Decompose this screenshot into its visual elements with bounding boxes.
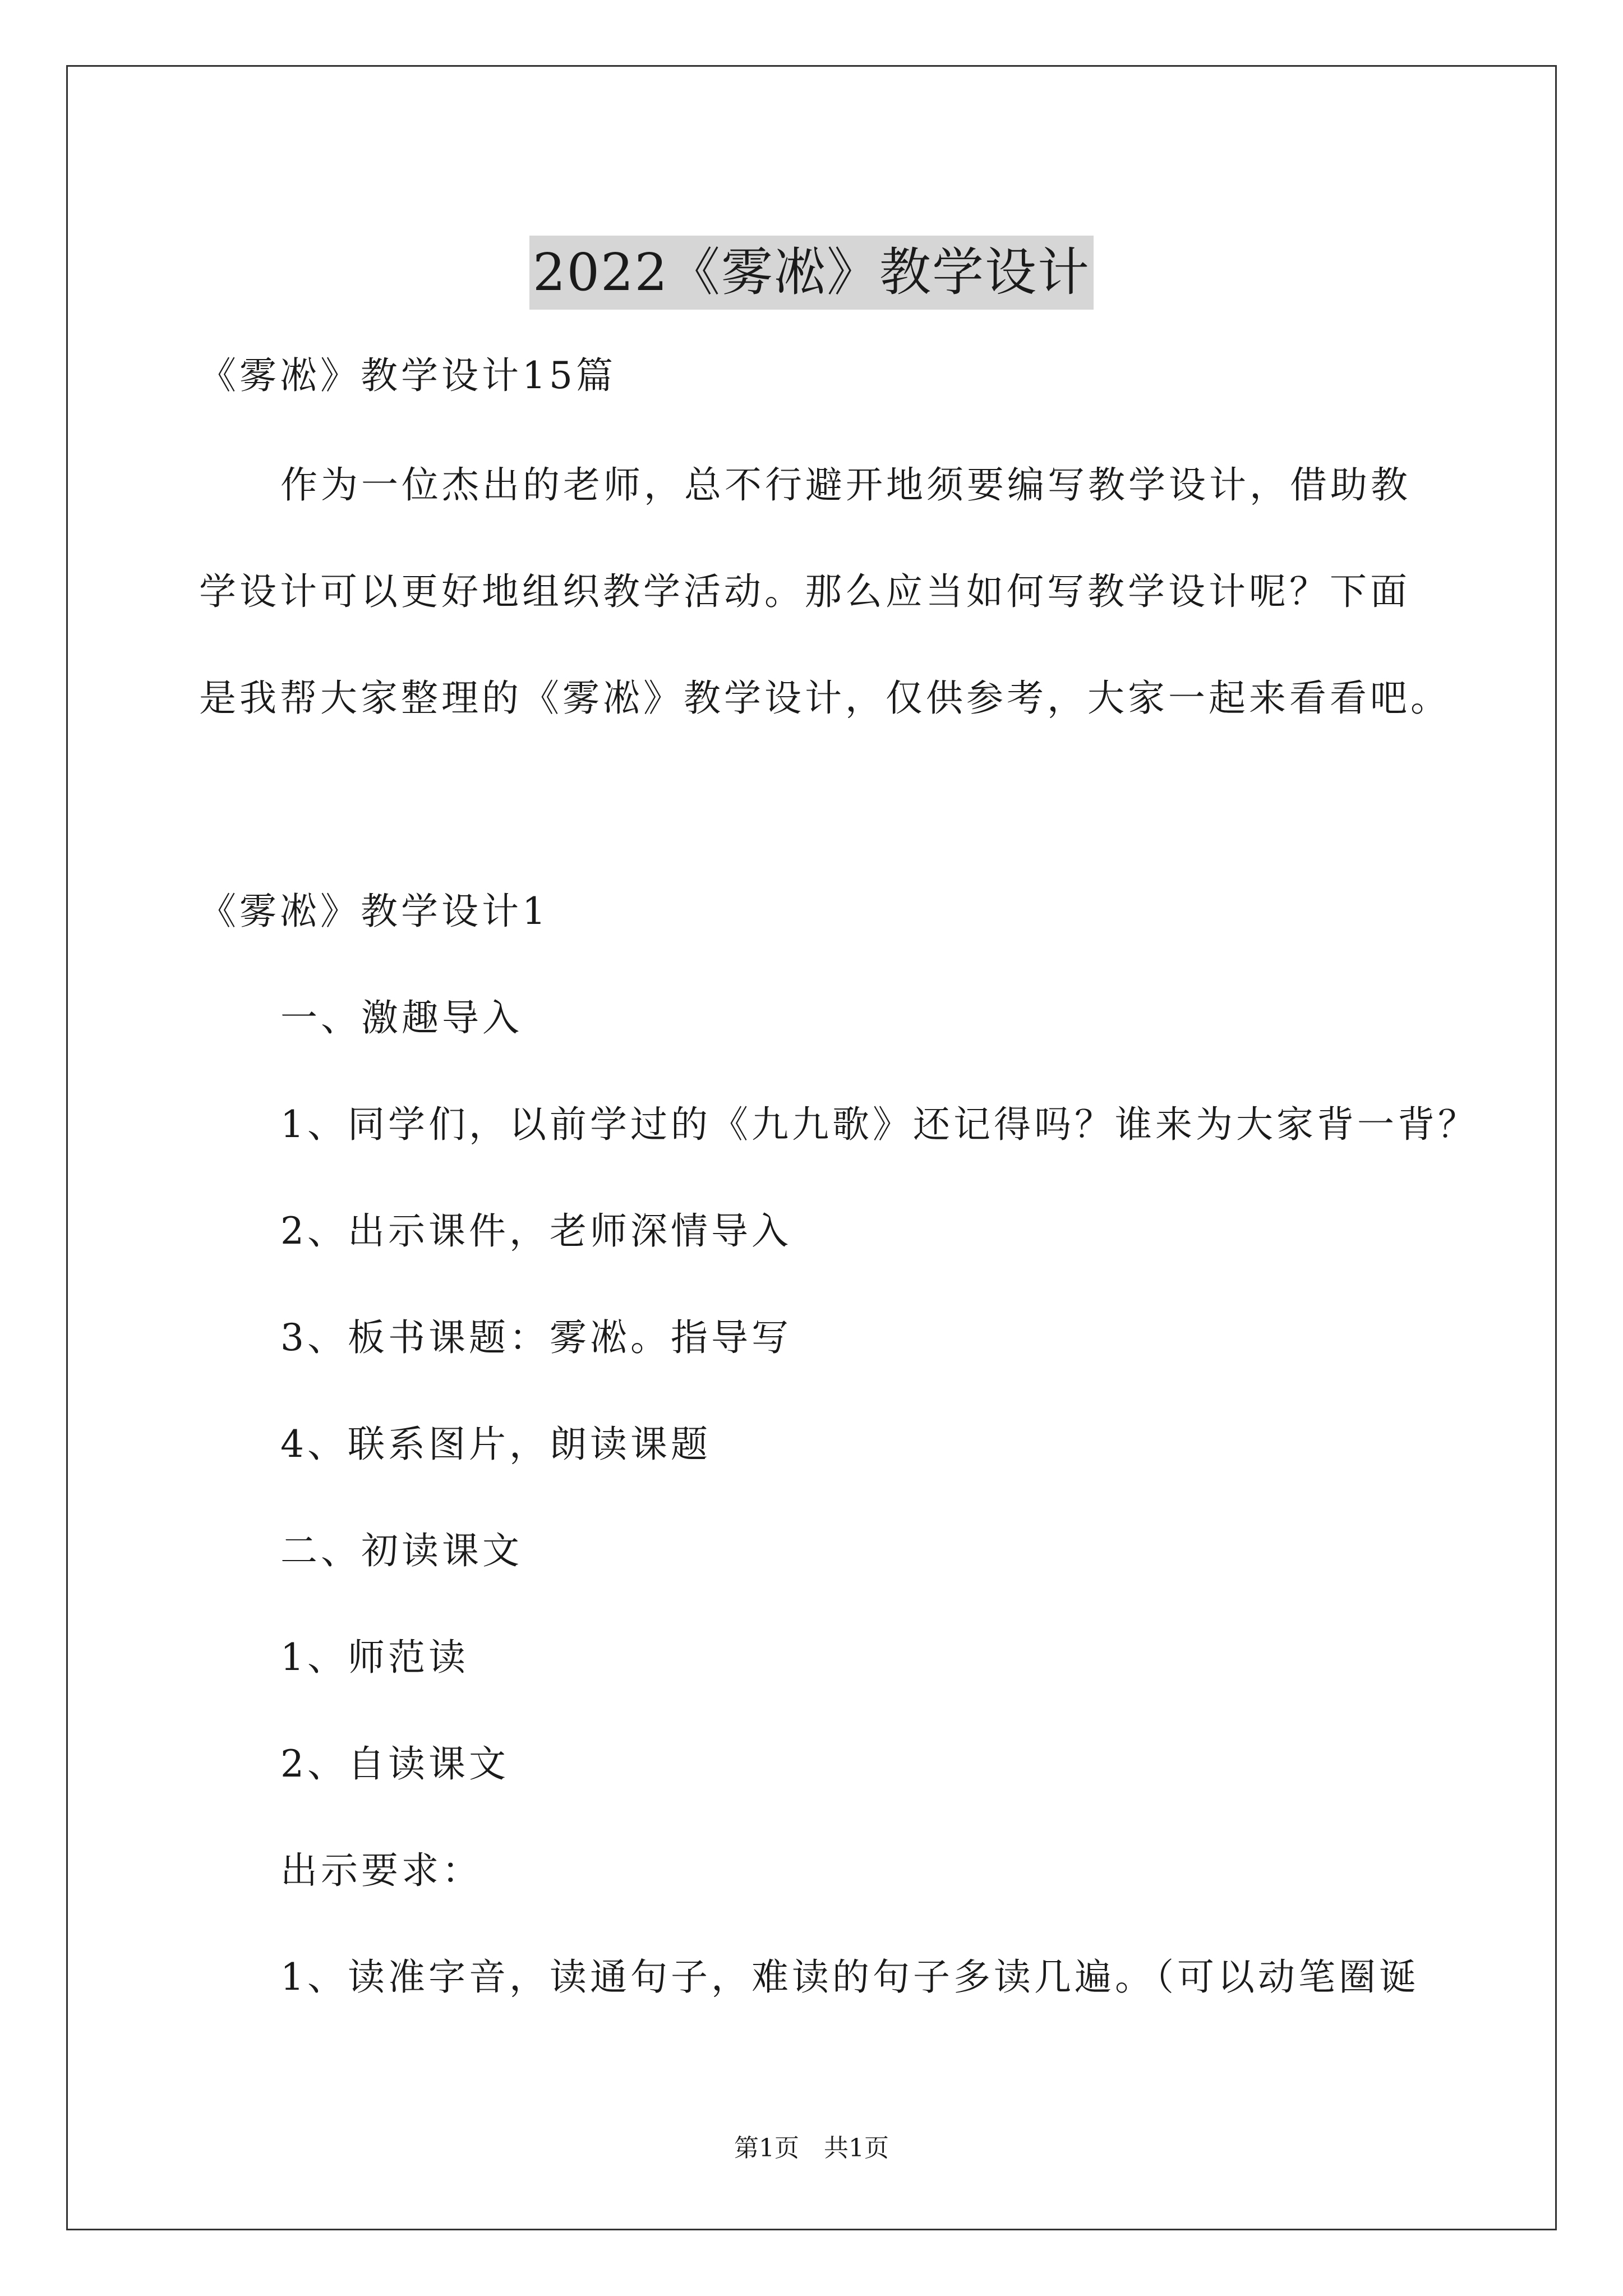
list-item: 二、初读课文 <box>280 1529 523 1572</box>
list-item: 1、同学们，以前学过的《九九歌》还记得吗？谁来为大家背一背？ <box>280 1103 1478 1146</box>
intro-line-3: 是我帮大家整理的《雾凇》教学设计，仅供参考，大家一起来看看吧。 <box>199 677 1451 720</box>
intro-line-2: 学设计可以更好地组织教学活动。那么应当如何写教学设计呢？下面 <box>199 570 1410 613</box>
intro-line-1: 作为一位杰出的老师，总不行避开地须要编写教学设计，借助教 <box>280 463 1411 507</box>
list-item: 2、自读课文 <box>280 1742 509 1786</box>
list-item: 3、板书课题：雾凇。指导写 <box>280 1316 792 1359</box>
document-title: 2022《雾凇》教学设计 <box>529 236 1094 310</box>
list-item: 4、联系图片，朗读课题 <box>280 1423 711 1466</box>
list-item: 1、读准字音，读通句子，难读的句子多读几遍。（可以动笔圈诞 <box>280 1955 1419 1999</box>
title-container <box>0 201 1623 344</box>
page-footer: 第1页 共1页 <box>734 2134 889 2162</box>
list-item: 一、激趣导入 <box>280 996 523 1039</box>
list-item: 1、师范读 <box>280 1636 469 1679</box>
section-heading: 《雾凇》教学设计1 <box>199 890 549 933</box>
list-item: 出示要求： <box>280 1849 482 1892</box>
list-item: 2、出示课件，老师深情导入 <box>280 1209 792 1253</box>
document-subtitle: 《雾凇》教学设计15篇 <box>199 354 616 397</box>
